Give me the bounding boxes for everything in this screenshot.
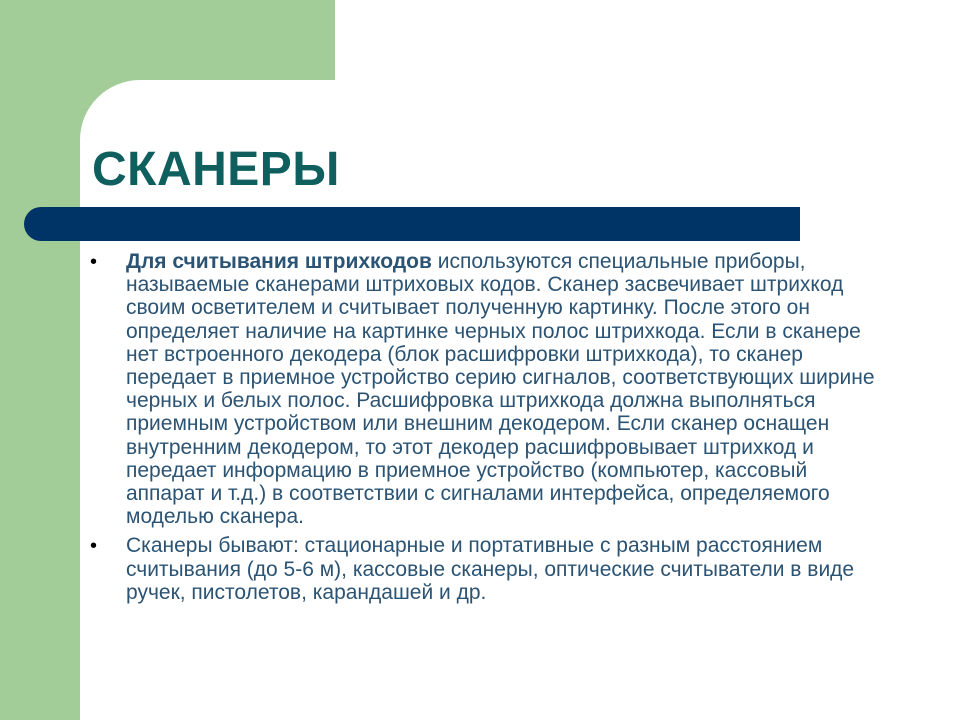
- title-underline-bar: [24, 207, 800, 241]
- bullet-1-text: используются специальные приборы, называемые сканерами штриховых кодов. Сканер засвечивает штрихкод своим осветителем и считывает полученную картинку. После этого он определяет наличие на картинке черных полос штрихкода. Если в сканере нет встроенного декодера (блок расшифровки штрихкода), то сканер передает в приемное устройство серию сигналов, соответствующих ширине черных и белых полос. Расшифровка штрихкода должна выполняться приемным устройством или внешним декодером. Если сканер оснащен внутренним декодером, то этот декодер расшифровывает штрихкод и передает информацию в приемное устройство (компьютер, кассовый аппарат и т.д.) в соответствии с сигналами интерфейса, определяемого моделью сканера.: [126, 250, 875, 529]
- bullet-item-2: [88, 534, 888, 604]
- bullet-1-bold-text: Для считывания штрихкодов: [126, 250, 432, 273]
- bullet-icon: •: [90, 535, 98, 558]
- bullet-icon: •: [90, 251, 98, 273]
- slide-title: СКАНЕРЫ: [92, 143, 340, 196]
- bullet-list: [88, 250, 888, 610]
- bullet-item-1: [88, 250, 888, 528]
- bullet-2-text: Сканеры бывают: стационарные и портативные с разным расстоянием считывания (до 5-6 м), кассовые сканеры, оптические считыватели в виде ручек, пистолетов, карандашей и др.: [126, 534, 855, 604]
